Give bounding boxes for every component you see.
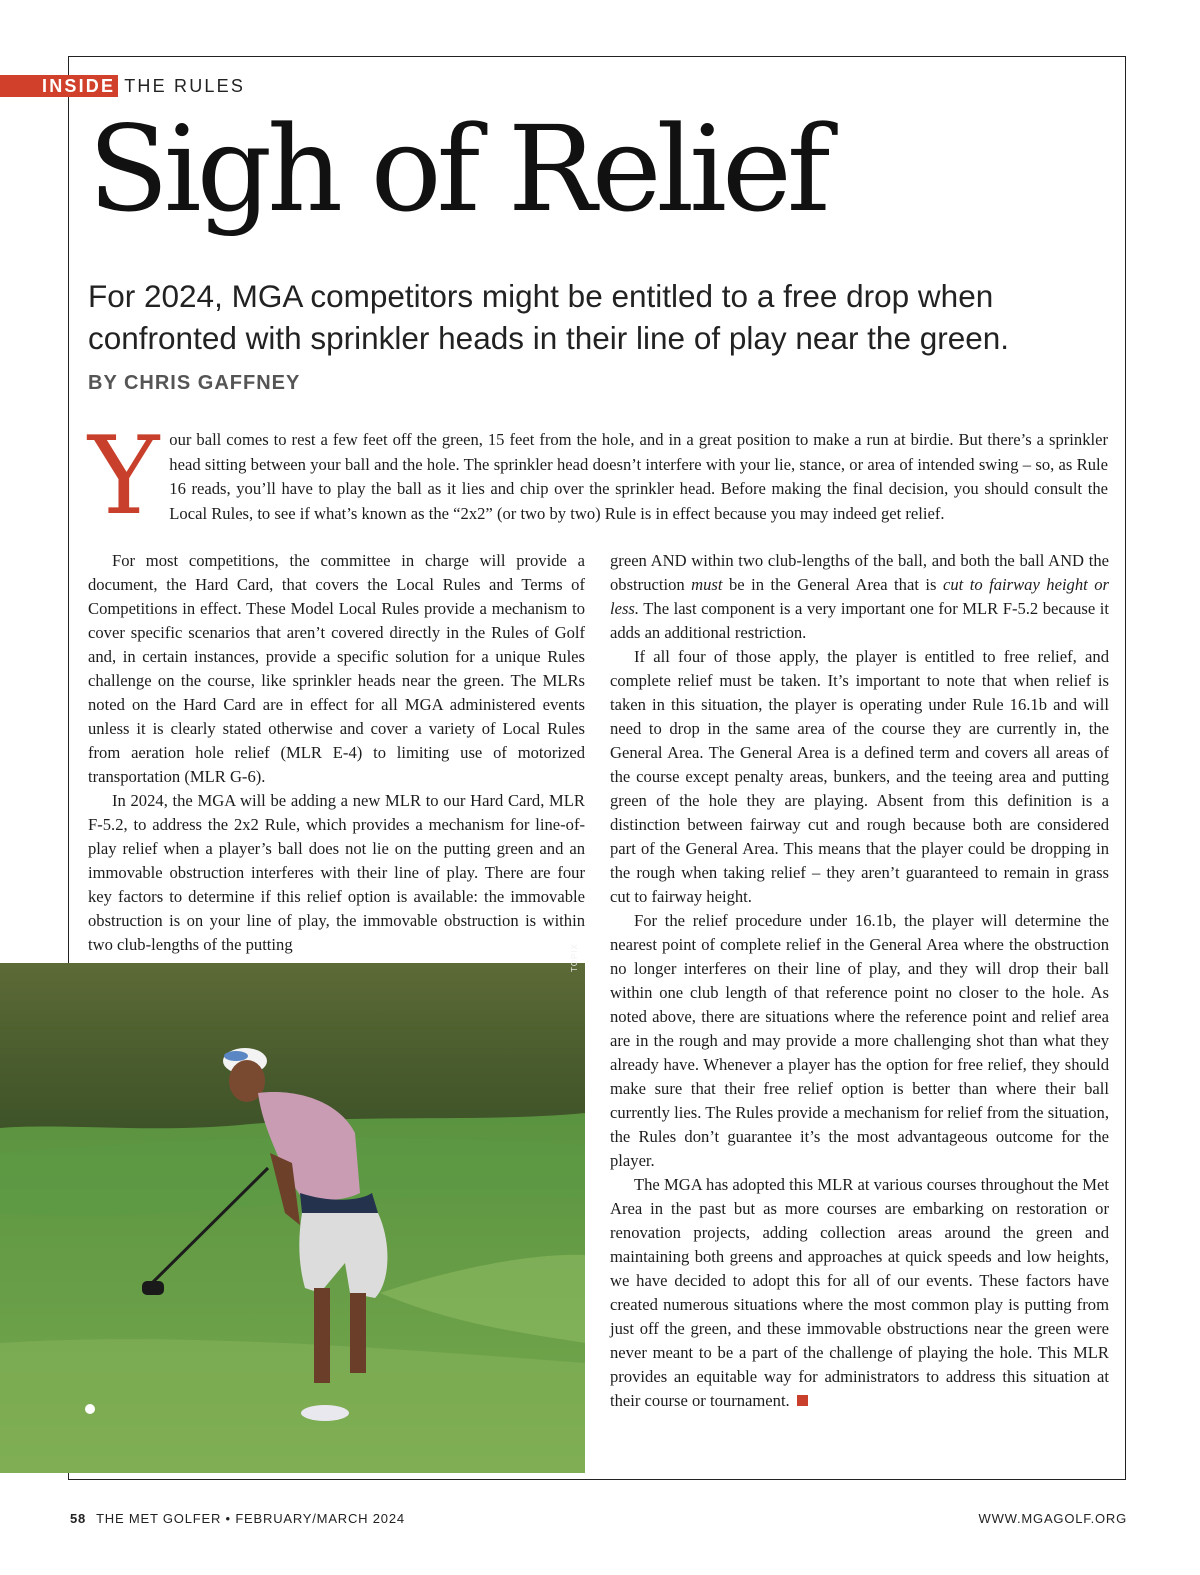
emphasis-text: must bbox=[691, 575, 723, 594]
body-paragraph: If all four of those apply, the player is entitled to free relief, and complete relief must be taken. It’s important to note that when relief is taken in this situation, the player is operating under Rule 16.1b and will need to drop in the same area of the course they are currently in, the General Area. The General Area is a defined term and covers all areas of the course except penalty areas, bunkers, and the teeing area and putting green of the hole they are playing. Absent from this definition is a distinction between fairway cut and rough because both are considered part of the General Area. This means that the player could be dropping in the rough when taking relief – they aren’t guaranteed to remain in grass cut to fairway height. bbox=[610, 647, 1109, 906]
emphasis-text: cut to fairway height or less. bbox=[610, 575, 1109, 618]
intro-text: our ball comes to rest a few feet off the green, 15 feet from the hole, and in a great position to make a run at birdie. But there’s a sprinkler head sitting between your ball and the hole. The sprinkler head doesn’t interfere with your lie, stance, or area of intended swing – so, as Rule 16 reads, you’ll have to play the ball as it lies and chip over the sprinkler head. Before making the final decision, you should consult the Local Rules, to see if what’s known as the “2x2” (or two by two) Rule is in effect because you may indeed get relief. bbox=[169, 430, 1108, 523]
article-title: Sigh of Relief bbox=[88, 100, 826, 238]
article-intro bbox=[88, 414, 1108, 539]
golfer-photo bbox=[0, 963, 585, 1473]
section-tag-highlight: INSIDE bbox=[0, 75, 118, 97]
body-paragraph-final bbox=[610, 1173, 1109, 1413]
footer-left bbox=[70, 1511, 405, 1526]
right-column bbox=[610, 549, 1109, 1413]
publication-info: THE MET GOLFER • FEBRUARY/MARCH 2024 bbox=[96, 1511, 405, 1526]
left-column bbox=[88, 549, 585, 957]
article-byline: BY CHRIS GAFFNEY bbox=[88, 372, 301, 394]
website-link[interactable]: WWW.MGAGOLF.ORG bbox=[978, 1511, 1127, 1526]
end-mark-icon bbox=[797, 1395, 808, 1406]
body-paragraph: For the relief procedure under 16.1b, the player will determine the nearest point of complete relief in the General Area where the obstruction no longer interferes on their line of play, and they will drop their ball within one club length of that reference point no closer to the hole. As noted above, there are situations where the reference point and relief area are in the rough and may provide a more challenging shot than what they already have. Whenever a player has the option for free relief, they should make sure that their free relief option is better than where their ball currently lies. The Rules provide a mechanism for relief from the situation, the Rules don’t guarantee it’s the most advantageous outcome for the player. bbox=[610, 911, 1109, 1170]
section-tag-label: THE RULES bbox=[124, 75, 246, 96]
text-run: The last component is a very important one for MLR F-5.2 because it adds an additional restriction. bbox=[610, 599, 1109, 642]
photo-credit: TOPIX bbox=[570, 943, 579, 972]
body-paragraph: In 2024, the MGA will be adding a new MLR to our Hard Card, MLR F-5.2, to address the 2x2 Rule, which provides a mechanism for line-of-play relief when a player’s ball does not lie on the putting green and an immovable obstruction interferes with their line of play. There are four key factors to determine if this relief option is available: the immovable obstruction is on your line of play, the immovable obstruction is within two club-lengths of the putting bbox=[88, 791, 585, 954]
page-number: 58 bbox=[70, 1511, 87, 1526]
drop-cap: Y bbox=[88, 414, 160, 539]
section-tag bbox=[0, 75, 253, 97]
body-paragraph: For most competitions, the committee in charge will provide a document, the Hard Card, that covers the Local Rules and Terms of Competitions in effect. These Model Local Rules provide a mechanism to cover specific scenarios that aren’t covered directly in the Rules of Golf and, in certain instances, provide a specific solution for a unique Rules challenge on the course, like sprinkler heads near the green. The MLRs noted on the Hard Card are in effect for all MGA administered events unless it is clearly stated otherwise and cover a variety of Local Rules from aeration hole relief (MLR E-4) to limiting use of motorized transportation (MLR G-6). bbox=[88, 551, 585, 786]
text-run: green AND within two club-lengths of the ball, and both the ball AND the obstruction bbox=[610, 551, 1109, 594]
text-run: be in the General Area that is bbox=[722, 575, 943, 594]
body-paragraph-continued bbox=[610, 549, 1109, 645]
article-deck: For 2024, MGA competitors might be entitled to a free drop when confronted with sprinkler heads in their line of play near the green. bbox=[88, 278, 1010, 356]
text-run: The MGA has adopted this MLR at various courses throughout the Met Area in the past but as more courses are embarking on restoration or renovation projects, adding collection areas around the green and maintaining both greens and approaches at quick speeds and low heights, we have decided to adopt this for all of our events. These factors have created numerous situations where the most common play is putting from just off the green, and these immovable obstructions near the green were never meant to be a part of the challenge of playing the hole. This MLR provides an equitable way for administrators to address this situation at their course or tournament. bbox=[610, 1175, 1109, 1410]
